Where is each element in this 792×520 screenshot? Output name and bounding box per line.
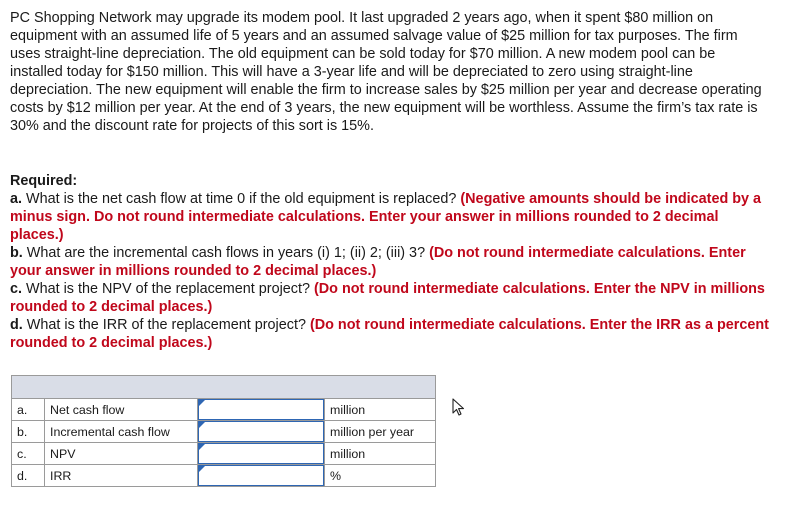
requirement-question: What are the incremental cash flows in years (i) 1; (ii) 2; (iii) 3? (22, 245, 430, 261)
irr-input[interactable] (198, 465, 324, 486)
requirement-letter: b. (10, 245, 23, 261)
requirement-letter: c. (10, 281, 23, 297)
requirements-list (10, 190, 770, 352)
answer-input-cell (198, 399, 325, 421)
answer-table (11, 375, 436, 487)
requirement-b (10, 244, 770, 280)
row-letter: c. (12, 443, 45, 465)
row-label: Net cash flow (45, 399, 198, 421)
requirement-a (10, 190, 770, 244)
requirement-d (10, 316, 770, 352)
requirement-letter: a. (10, 191, 23, 207)
requirement-instruction: (Do not round intermediate calculations. Enter the NPV in millions rounded to 2 decimal places.) (10, 281, 765, 315)
answer-table-header-cell (12, 376, 436, 399)
requirement-instruction: (Do not round intermediate calculations. Enter your answer in millions rounded to 2 decimal places.) (10, 245, 746, 279)
answer-input-cell (198, 443, 325, 465)
answer-row-c (12, 443, 436, 465)
answer-table-header (12, 376, 436, 399)
requirement-instruction: (Negative amounts should be indicated by a minus sign. Do not round intermediate calculations. Enter your answer in millions rounded to 2 decimal places.) (10, 191, 762, 243)
net-cash-flow-input[interactable] (198, 399, 324, 420)
answer-row-b (12, 421, 436, 443)
requirement-letter: d. (10, 317, 23, 333)
answer-row-a (12, 399, 436, 421)
requirement-question: What is the NPV of the replacement project? (22, 281, 314, 297)
row-unit: million (325, 399, 436, 421)
requirement-question: What is the IRR of the replacement project? (22, 317, 310, 333)
requirement-question: What is the net cash flow at time 0 if the old equipment is replaced? (22, 191, 461, 207)
row-unit: million per year (325, 421, 436, 443)
required-heading: Required: (10, 173, 78, 189)
row-label: NPV (45, 443, 198, 465)
mouse-pointer-icon (452, 398, 466, 416)
incremental-cash-flow-input[interactable] (198, 421, 324, 442)
answer-row-d (12, 465, 436, 487)
answer-input-cell (198, 421, 325, 443)
requirement-c (10, 280, 770, 316)
requirement-instruction: (Do not round intermediate calculations. Enter the IRR as a percent rounded to 2 decimal places.) (10, 317, 769, 351)
row-label: IRR (45, 465, 198, 487)
row-letter: d. (12, 465, 45, 487)
npv-input[interactable] (198, 443, 324, 464)
row-label: Incremental cash flow (45, 421, 198, 443)
row-unit: % (325, 465, 436, 487)
row-letter: a. (12, 399, 45, 421)
answer-input-cell (198, 465, 325, 487)
row-letter: b. (12, 421, 45, 443)
problem-statement: PC Shopping Network may upgrade its modem pool. It last upgraded 2 years ago, when it spent $80 million on equipment with an assumed life of 5 years and an assumed salvage value of $25 million for tax purposes. The firm uses straight-line depreciation. The old equipment can be sold today for $70 million. A new modem pool can be installed today for $150 million. This will have a 3-year life and will be depreciated to zero using straight-line depreciation. The new equipment will enable the firm to increase sales by $25 million per year and decrease operating costs by $12 million per year. At the end of 3 years, the new equipment will be worthless. Assume the firm’s tax rate is 30% and the discount rate for projects of this sort is 15%. (10, 10, 762, 134)
row-unit: million (325, 443, 436, 465)
